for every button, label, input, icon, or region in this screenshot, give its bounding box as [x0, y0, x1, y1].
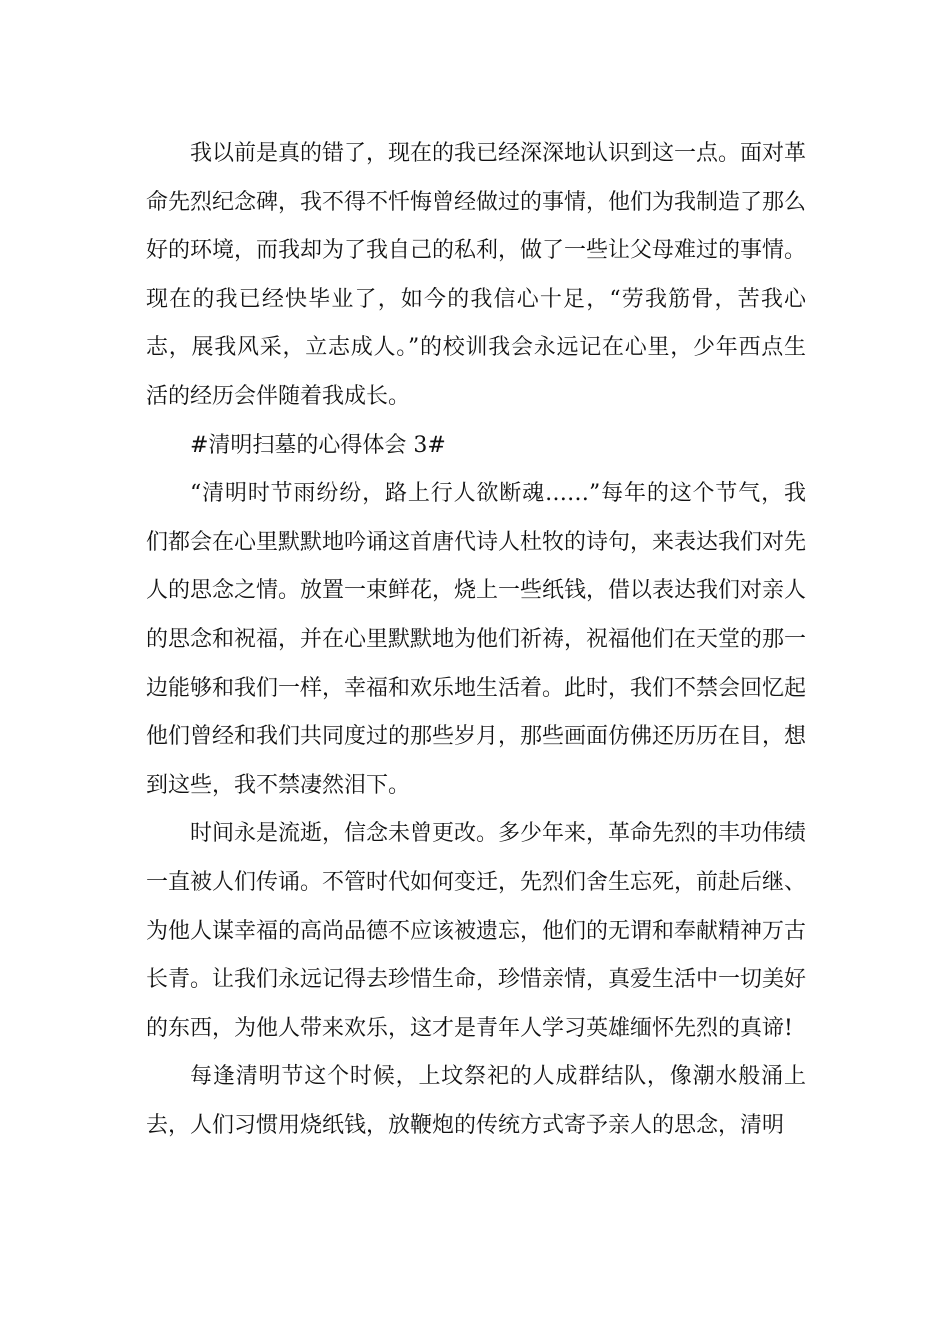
section-heading: #清明扫墓的心得体会 3#: [190, 432, 446, 458]
document-body: [146, 130, 806, 1150]
paragraph-2: “清明时节雨纷纷，路上行人欲断魂……”每年的这个节气，我们都会在心里默默地吟诵这首唐代诗人杜牧的诗句，来表达我们对先人的思念之情。放置一束鲜花，烧上一些纸钱，借以表达我们对亲人的思念和祝福，并在心里默默地为他们祈祷，祝福他们在天堂的那一边能够和我们一样，幸福和欢乐地生活着。此时，我们不禁会回忆起他们曾经和我们共同度过的那些岁月，那些画面仿佛还历历在目，想到这些，我不禁凄然泪下。: [146, 481, 807, 798]
paragraph-3: 时间永是流逝，信念未曾更改。多少年来，革命先烈的丰功伟绩一直被人们传诵。不管时代如何变迁，先烈们舍生忘死，前赴后继、为他人谋幸福的高尚品德不应该被遗忘，他们的无谓和奉献精神万古长青。让我们永远记得去珍惜生命，珍惜亲情，真爱生活中一切美好的东西，为他人带来欢乐，这才是青年人学习英雄缅怀先烈的真谛!: [146, 821, 807, 1041]
paragraph-1: 我以前是真的错了，现在的我已经深深地认识到这一点。面对革命先烈纪念碑，我不得不忏悔曾经做过的事情，他们为我制造了那么好的环境，而我却为了我自己的私利，做了一些让父母难过的事情。现在的我已经快毕业了，如今的我信心十足，“劳我筋骨，苦我心志，展我风采，立志成人。”的校训我会永远记在心里，少年西点生活的经历会伴随着我成长。: [146, 141, 807, 409]
paragraph-4: 每逢清明节这个时候，上坟祭祀的人成群结队，像潮水般涌上去，人们习惯用烧纸钱，放鞭炮的传统方式寄予亲人的思念，清明: [146, 1064, 806, 1138]
